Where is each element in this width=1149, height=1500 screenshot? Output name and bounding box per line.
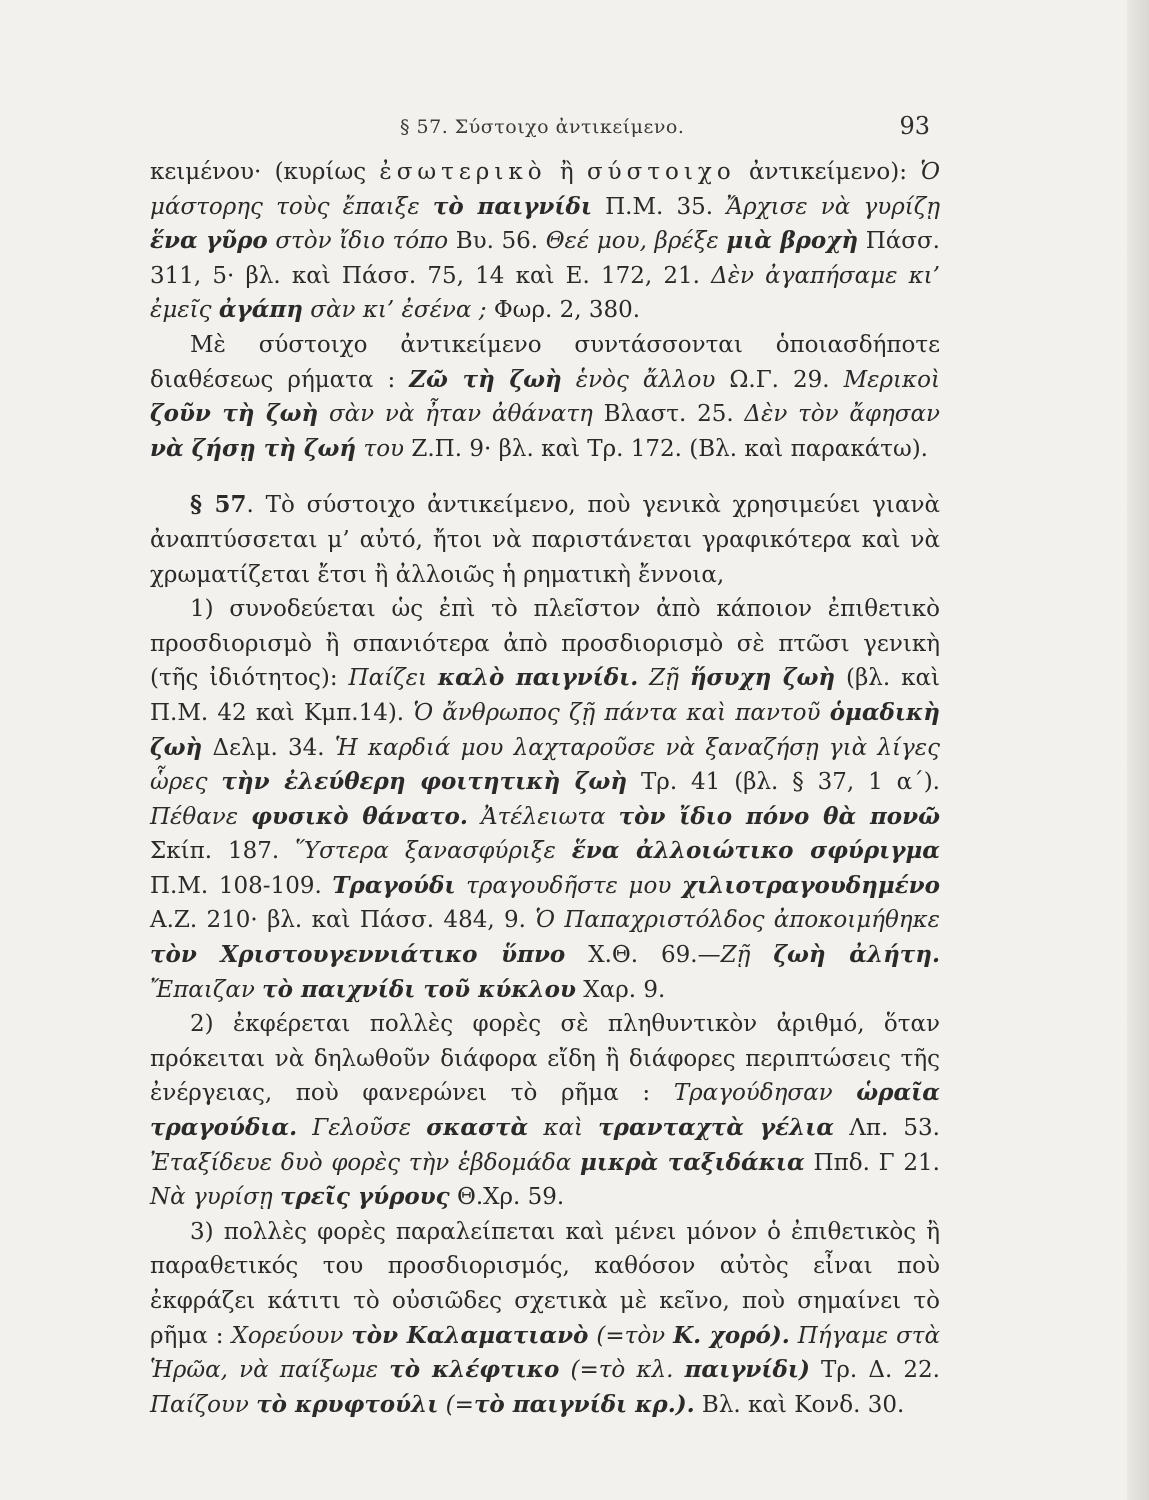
- example-text: Δὲν ἀγαπήσαμε κι’ ἐμεῖς: [150, 262, 940, 324]
- example-text: σὰν νὰ ἦταν ἀθάνατη: [318, 401, 593, 428]
- example-text: Νὰ γυρίσῃ: [150, 1184, 281, 1211]
- citation: Χαρ. 9.: [575, 976, 666, 1003]
- example-text: του: [356, 435, 405, 462]
- citation: Λπ. 53.: [834, 1115, 940, 1142]
- running-head: § 57. Σύστοιχο ἀντικείμενο.: [400, 116, 685, 138]
- citation: Πάσσ. 311, 5· βλ. καὶ Πάσσ. 75, 14 καὶ Ε. 172, 21.: [150, 228, 940, 289]
- citation: Π.Μ. 35.: [591, 193, 727, 220]
- section-number: § 57: [190, 491, 247, 519]
- paragraph-2: [150, 328, 940, 466]
- citation: Τρ. Δ. 22.: [809, 1357, 940, 1384]
- example-text: καὶ: [528, 1115, 599, 1142]
- example-text: Ζῇ: [638, 665, 690, 692]
- example-emphasis: τὸν Χριστουγεννιάτικο ὕπνο: [150, 941, 566, 969]
- example-text: Ἄρχισε νὰ γυρίζῃ: [726, 193, 940, 220]
- example-text: (=: [438, 1391, 474, 1418]
- example-emphasis: τὸ κρυφτούλι: [256, 1390, 439, 1418]
- text-span: ἢ: [546, 159, 587, 185]
- text-span: 3) πολλὲς φορὲς παραλείπεται καὶ μένει μόνον ὁ ἐπιθετικὸς ἢ παραθετικός του προσδιορισμός, καθόσον αὐτὸς εἶναι ποὺ ἐκφράζει κάτιτι τὸ οὐσιῶδες σχετικὰ μὲ κεῖνο, ποὺ σημαίνει τὸ ρῆμα :: [150, 1218, 940, 1349]
- example-text: τραγουδῆστε μου: [455, 872, 682, 899]
- citation: Φωρ. 2, 380.: [486, 297, 641, 324]
- example-emphasis: τὸ παιγνίδι: [432, 192, 592, 220]
- page-number: 93: [899, 112, 930, 140]
- page-edge-shadow: [1127, 0, 1149, 1500]
- example-emphasis: Κ. χορό).: [673, 1321, 790, 1349]
- example-text: ἑνὸς ἄλλου: [561, 366, 716, 393]
- spaced-term: ἐσωτερικὸ: [379, 159, 547, 185]
- example-text: (=τὸ κλ.: [559, 1357, 685, 1384]
- example-text: Ὁ ἄνθρωπος ζῇ πάντα καὶ παντοῦ: [413, 699, 830, 726]
- example-emphasis: τὸν ἴδιο πόνο θὰ πονῶ: [618, 802, 940, 830]
- citation: Ω.Γ. 29.: [715, 366, 844, 393]
- example-text: Ἡ καρδιά μου λαχταροῦσε νὰ ξαναζήσῃ γιὰ λίγες ὧρες: [150, 734, 940, 796]
- example-text: σὰν κι’ ἐσένα ;: [302, 297, 487, 324]
- example-emphasis: τὴν ἐλεύθερη φοιτητικὴ ζωὴ: [221, 768, 628, 796]
- text-span: ἀντικείμενο):: [735, 159, 921, 185]
- citation: Α.Ζ. 210· βλ. καὶ Πάσσ. 484, 9.: [150, 907, 536, 934]
- citation: (βλ. καὶ Π.Μ. 42 καὶ Κμπ.14).: [150, 665, 941, 726]
- text-span: 2) ἐκφέρεται πολλὲς φορὲς σὲ πληθυντικὸν ἀριθμό, ὅταν πρόκειται νὰ δηλωθοῦν διάφορα εἴδη ἢ διάφορες περιπτώσεις τῆς ἐνέργειας, ποὺ φανερώνει τὸ ρῆμα :: [150, 1011, 940, 1107]
- citation: Ζ.Π. 9· βλ. καὶ Τρ. 172. (Βλ. καὶ παρακάτω).: [404, 435, 928, 462]
- citation: Χ.Θ. 69.—: [565, 942, 721, 969]
- example-emphasis: μιὰ βροχὴ: [726, 227, 859, 255]
- example-emphasis: τὸν Καλαματιανὸ: [351, 1321, 589, 1349]
- example-emphasis: τρανταχτὰ γέλια: [598, 1114, 835, 1142]
- citation: Βλαστ. 25.: [592, 401, 745, 428]
- citation: Ππδ. Γ 21.: [804, 1149, 940, 1176]
- example-text: Ὁ μάστορης τοὺς ἔπαιξε: [150, 159, 941, 220]
- example-text: Παίζουν: [150, 1391, 257, 1418]
- example-emphasis: ἥσυχη ζωὴ: [689, 664, 836, 692]
- example-emphasis: τρεῖς γύρους: [280, 1183, 450, 1211]
- example-emphasis: Ζῶ τὴ ζωὴ: [409, 365, 562, 393]
- example-text: στὸν ἴδιο τόπο: [267, 228, 449, 255]
- example-emphasis: τὸ παιχνίδι τοῦ κύκλου: [262, 975, 576, 1003]
- citation: Δελμ. 34.: [202, 734, 335, 761]
- page-body: [150, 155, 940, 1422]
- example-emphasis: Τραγούδι: [332, 871, 456, 899]
- example-emphasis: τὸ κλέφτικο: [389, 1356, 560, 1384]
- example-emphasis: ὡραῖα τραγούδια.: [150, 1079, 941, 1142]
- citation: Σκίπ. 187.: [150, 838, 296, 865]
- paragraph-point-1: [150, 592, 940, 1007]
- example-text: Ὕστερα ξανασφύριξε: [295, 838, 572, 865]
- example-text: Μερικοὶ: [843, 366, 940, 393]
- text-span: . Τὸ σύστοιχο ἀντικείμενο, ποὺ γενικὰ χρησιμεύει γιανὰ ἀναπτύσσεται μ’ αὐτό, ἤτοι νὰ παριστάνεται γραφικότερα καὶ νὰ χρωματίζεται ἔτσι ἢ ἀλλοιῶς ἡ ρηματικὴ ἔννοια,: [150, 492, 940, 588]
- page-header: [180, 112, 930, 142]
- citation: Τρ. 41 (βλ. § 37, 1 α΄).: [627, 769, 940, 796]
- example-text: Ὁ Παπαχριστόλδος ἀποκοιμήθηκε: [535, 907, 940, 934]
- example-text: Ἐταξίδευε δυὸ φορὲς τὴν ἑβδομάδα: [150, 1149, 581, 1176]
- example-text: Πέθανε: [150, 803, 252, 830]
- example-emphasis: μικρὰ ταξιδάκια: [580, 1148, 805, 1176]
- example-text: Θεέ μου, βρέξε: [545, 228, 727, 255]
- example-emphasis: φυσικὸ θάνατο.: [251, 802, 468, 830]
- example-emphasis: καλὸ παιγνίδι.: [437, 664, 639, 692]
- example-emphasis: ὁμαδικὴ ζωὴ: [150, 698, 940, 761]
- example-emphasis: ἕνα ἀλλοιώτικο σφύριγμα: [571, 837, 940, 865]
- citation: Βυ. 56.: [448, 228, 546, 255]
- example-emphasis: σκαστὰ: [426, 1114, 529, 1142]
- example-text: Ἀτέλειωτα: [467, 803, 619, 830]
- example-text: Χορεύουν: [231, 1322, 352, 1349]
- citation: Βλ. καὶ Κονδ. 30.: [694, 1391, 905, 1418]
- text-span: κειμένου· (κυρίως: [150, 159, 380, 185]
- example-text: Ἔπαιζαν: [150, 976, 263, 1003]
- example-text: Δὲν τὸν ἄφησαν: [744, 401, 940, 428]
- example-text: Τραγούδησαν: [673, 1080, 857, 1107]
- example-emphasis: ζοῦν τὴ ζωὴ: [150, 400, 319, 428]
- paragraph-point-3: [150, 1215, 940, 1423]
- paragraph-1-continuation: [150, 155, 940, 328]
- example-emphasis: νὰ ζήσῃ τὴ ζωή: [150, 434, 357, 462]
- citation: Θ.Χρ. 59.: [449, 1184, 565, 1211]
- example-emphasis: ἕνα γῦρο: [150, 227, 268, 255]
- example-emphasis: τὸ παιγνίδι κρ.).: [473, 1390, 695, 1418]
- text-span: Μὲ σύστοιχο ἀντικείμενο συντάσσονται ὁποιασδήποτε διαθέσεως ρήματα :: [150, 331, 940, 393]
- example-emphasis: ζωὴ ἀλήτη.: [773, 941, 940, 969]
- example-emphasis: ἀγάπη: [218, 296, 303, 324]
- text-span: 1) συνοδεύεται ὡς ἐπὶ τὸ πλεῖστον ἀπὸ κάποιον ἐπιθετικὸ προσδιορισμὸ ἢ σπανιότερα ἀπὸ προσδιορισμὸ σὲ πτῶσι γενικὴ (τῆς ἰδιότητος):: [150, 596, 940, 692]
- example-text: Παίζει: [348, 665, 438, 692]
- example-text: Ζῇ: [720, 942, 774, 969]
- example-emphasis: παιγνίδι): [684, 1356, 810, 1384]
- paragraph-point-2: [150, 1007, 940, 1215]
- citation: Π.Μ. 108-109.: [150, 872, 333, 899]
- example-text: Πήγαμε στὰ Ἡρῶα, νὰ παίξωμε: [150, 1322, 941, 1384]
- example-text: (=τὸν: [588, 1322, 674, 1349]
- example-emphasis: χιλιοτραγουδημένο: [682, 871, 940, 899]
- paragraph-section-57: [150, 488, 940, 592]
- spaced-term: σύστοιχο: [586, 159, 736, 185]
- example-text: Γελοῦσε: [297, 1115, 427, 1142]
